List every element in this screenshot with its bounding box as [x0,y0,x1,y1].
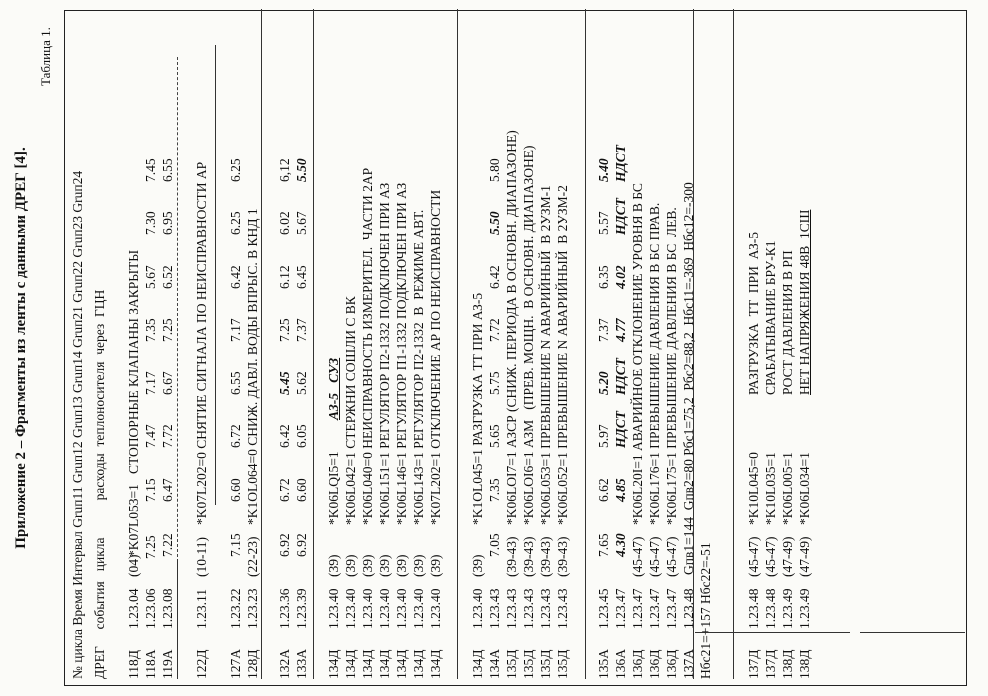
record-text: Gпв1=144 Gпв2=80 Рбс1=75,2 Рбс2=88,2 Нбс11=-369 Нбс12=-300 [681,182,696,575]
event-time: 1.23.39 [294,588,309,629]
table-rule [177,559,178,679]
record-text: *K06L146=1 РЕГУЛЯТОР П1-1332 ПОДКЛЮЧЕН ПРИ АЗ [394,182,409,525]
flow-value: 6.92 [277,533,292,557]
flow-value: 6.72 [277,478,292,502]
cycle-number: 128Д [245,649,260,679]
cycle-number: 137Д [763,649,778,679]
record-text: *K06L040=0 НЕИСПРАВНОСТЬ ИЗМЕРИТЕЛ. ЧАСТИ 2АР [360,167,375,525]
cycle-number: 135А [596,649,611,679]
cycle-interval: (39-43) [521,536,536,577]
record-text: *K06L005=1 [780,452,795,525]
event-time: 1.23.22 [228,588,243,629]
cycle-number: 134Д [411,649,426,679]
cycle-interval: (10-11) [194,537,209,577]
cycle-interval: (04) [126,554,141,577]
event-description: СРАБАТЫВАНИЕ БРУ-К1 [763,240,778,395]
record-text: *K1OL045=1 РАЗГРУЗКА ТТ ПРИ АЗ-5 [470,292,485,525]
record-text: *K06L053=1 ПРЕВЫШЕНИЕ N АВАРИЙНЫЙ В 2УЗМ-1 [538,185,553,525]
cycle-number: 132А [277,649,292,679]
cycle-number: 138Д [797,649,812,679]
event-time: 1.23.43 [538,588,553,629]
flow-value: 6.62 [596,478,611,502]
cycle-interval: (45-47) [630,536,645,577]
cycle-interval: (45-47) [664,536,679,577]
table-rule [693,9,694,679]
cycle-number: 135Д [555,649,570,679]
flow-value: 5.97 [596,424,611,448]
record-text: *K06LOI6=1 АЗМ (ПРЕВ. МОЩН. В ОСНОВН. ДИАПАЗОНЕ) [521,145,536,525]
flow-value: 5.67 [294,211,309,235]
table-rule [585,9,586,679]
flow-value: 7.65 [596,533,611,557]
cycle-number: 135Д [521,649,536,679]
dashed-rule [177,57,178,557]
cycle-interval: (39) [360,554,375,577]
event-time: 1.23.43 [555,588,570,629]
event-time: 1.23.40 [411,588,426,629]
cycle-interval: (47-49) [780,536,795,577]
flow-value: 7.22 [160,533,175,557]
flow-value: НДСТ [613,145,628,182]
flow-value: 6.52 [160,265,175,289]
cycle-interval: (45-47) [647,536,662,577]
flow-value: 5.50 [487,211,502,235]
cycle-interval: (39-43) [504,536,519,577]
cycle-number: 134Д [326,649,341,679]
event-time: 1.23.48 [763,588,778,629]
cycle-interval: (39) [394,554,409,577]
flow-value: 4.02 [613,265,628,289]
flow-value: 7.25 [160,318,175,342]
event-time: 1.23.40 [377,588,392,629]
event-time: 1.23.49 [797,588,812,629]
event-time: 1.23.47 [630,588,645,629]
cycle-interval: (39) [428,554,443,577]
event-time: 1.23.40 [360,588,375,629]
record-text: *K07L053=1 СТОПОРНЫЕ КЛАПАНЫ ЗАКРЫТЫ [126,249,141,557]
event-time: 1.23.48 [681,588,696,629]
flow-value: 6.25 [228,158,243,182]
event-time: 1.23.11 [194,589,209,629]
flow-value: 6.25 [228,211,243,235]
flow-value: 6.92 [294,533,309,557]
table-rule [261,9,262,679]
flow-value: 7.72 [160,424,175,448]
flow-value: 4.77 [613,318,628,342]
column-divider [695,632,850,633]
record-text: *K06L151=1 РЕГУЛЯТОР П2-1332 ПОДКЛЮЧЕН ПРИ АЗ [377,182,392,525]
flow-value: 5.50 [294,158,309,182]
record-text: *K10L035=1 [763,452,778,525]
record-text: *K06L20I=1 АВАРИЙНОЕ ОТКЛОНЕНИЕ УРОВНЯ В БС [630,183,645,525]
event-time: 1.23.40 [394,588,409,629]
cycle-interval: (39) [411,554,426,577]
flow-value: 7.05 [487,533,502,557]
flow-value: 7.17 [228,318,243,342]
event-time: 1.23.43 [487,588,502,629]
cycle-number: 135Д [504,649,519,679]
record-text: Нбс21=+157 Нбс22=-51 [698,542,713,679]
table-rule [457,9,458,679]
cycle-interval: (22-23) [245,536,260,577]
flow-value: 6.60 [228,478,243,502]
cycle-number: 136Д [664,649,679,679]
event-description: РАЗГРУЗКА ТТ ПРИ АЗ-5 [746,231,761,395]
flow-value: 7.35 [487,478,502,502]
cycle-number: 133А [294,649,309,679]
flow-value: 4.30 [613,533,628,557]
table-caption: Таблица 1. [38,27,53,86]
event-time: 1.23.40 [470,588,485,629]
cycle-number: 134Д [394,649,409,679]
record-text: *K10L045=0 [746,452,761,525]
record-text: *K06L042=1 СТЕРЖНИ СОШЛИ С ВК [343,296,358,525]
cycle-interval: (39) [377,554,392,577]
table-rule [215,45,216,505]
flow-value: 5.80 [487,158,502,182]
flow-value: 7.15 [143,478,158,502]
flow-value: 5.57 [596,211,611,235]
flow-value: 7.37 [294,318,309,342]
data-table [64,10,967,686]
event-time: 1.23.43 [521,588,536,629]
column-divider [860,632,965,633]
event-description: РОСТ ДАВЛЕНИЯ В РП [780,250,795,395]
cycle-number: 138Д [780,649,795,679]
header-line-1: № цикла Время Интервал Gruп11 Gruп12 Gruп13 Gruп14 Gruп21 Gruп22 Gruп23 Gruп24 [70,170,85,679]
flow-value: 6.02 [277,211,292,235]
event-time: 1.23.06 [143,588,158,629]
cycle-number: 136Д [630,649,645,679]
flow-value: 6.67 [160,371,175,395]
cycle-number: 136Д [647,649,662,679]
flow-value: 5.67 [143,265,158,289]
flow-value: 6.42 [277,424,292,448]
flow-value: 7.45 [143,158,158,182]
cycle-number: 137Д [746,649,761,679]
flow-value: 6.35 [596,265,611,289]
cycle-number: 134Д [470,649,485,679]
flow-value: 5.65 [487,424,502,448]
status-label: АЗ-5 СУЗ [326,357,341,420]
flow-value: 5.75 [487,371,502,395]
flow-value: НДСТ [613,411,628,448]
cycle-number: 134Д [377,649,392,679]
cycle-interval: (45-47) [763,536,778,577]
flow-value: 7.37 [596,318,611,342]
event-time: 1.23.40 [343,588,358,629]
record-text: *K06L052=1 ПРЕВЫШЕНИЕ N АВАРИЙНЫЙ В 2УЗМ-2 [555,185,570,525]
cycle-number: 118А [143,649,158,679]
cycle-interval: (39-43) [538,536,553,577]
cycle-number: 118Д [126,650,141,679]
event-time: 1.23.36 [277,588,292,629]
cycle-number: 122Д [194,649,209,679]
cycle-number: 119А [160,649,175,679]
flow-value: 6.05 [294,424,309,448]
record-text: *K1OL064=0 СНИЖ. ДАВЛ. ВОДЫ ВПРЫС. В КНД 1 [245,208,260,525]
cycle-interval: (39) [470,554,485,577]
flow-value: 5.45 [277,371,292,395]
flow-value: 6.55 [160,158,175,182]
record-text: *K06L143=1 РЕГУЛЯТОР П2-1332 В РЕЖИМЕ АВТ. [411,209,426,525]
cycle-number: 134Д [360,649,375,679]
cycle-interval: (39) [326,554,341,577]
cycle-interval: (45-47) [746,536,761,577]
flow-value: 6.42 [228,265,243,289]
header-line-2: ДРЕГ события цикла расходы теплоносителя через ГЦН [92,289,107,679]
flow-value: 7.17 [143,371,158,395]
cycle-interval: (47-49) [797,536,812,577]
event-time: 1.23.04 [126,588,141,629]
event-time: 1.23.47 [647,588,662,629]
cycle-number: 136А [613,649,628,679]
event-time: 1.23.23 [245,588,260,629]
flow-value: 6.12 [277,265,292,289]
flow-value: 7.72 [487,318,502,342]
flow-value: 6.42 [487,265,502,289]
event-time: 1.23.08 [160,588,175,629]
event-time: 1.23.47 [613,588,628,629]
event-time: 1.23.49 [780,588,795,629]
event-time: 1.23.40 [326,588,341,629]
cycle-number: 137А [681,649,696,679]
event-time: 1.23.48 [746,588,761,629]
flow-value: 6.55 [228,371,243,395]
cycle-number: 134Д [343,649,358,679]
flow-value: 5.62 [294,371,309,395]
flow-value: НДСТ [613,358,628,395]
event-time: 1.23.45 [596,588,611,629]
page-heading: Приложение 2 – Фрагменты из ленты с данными ДРЕГ [4]. [13,147,29,549]
table-rule [733,9,734,679]
flow-value: 7.35 [143,318,158,342]
record-text: *K06L176=1 ПРЕВЫШЕНИЕ ДАВЛЕНИЯ В БС ПРАВ. [647,202,662,525]
flow-value: 7.47 [143,424,158,448]
record-text: *K07L202=1 ОТКЛЮЧЕНИЕ АР ПО НЕИСПРАВНОСТИ [428,189,443,525]
event-description: НЕТ НАПРЯЖЕНИЯ 48В 1СШ [797,209,812,395]
cycle-interval: (39) [343,554,358,577]
flow-value: 6.45 [294,265,309,289]
record-text: *K06L034=1 [797,452,812,525]
flow-value: 7.25 [143,535,158,559]
record-text: *K06LOI7=1 АЗСР (СНИЖ. ПЕРИОДА В ОСНОВН. ДИАПАЗОНЕ) [504,130,519,525]
flow-value: 6.72 [228,424,243,448]
flow-value: 6.60 [294,478,309,502]
flow-value: 7.25 [277,318,292,342]
cycle-number: 134Д [428,649,443,679]
cycle-number: 134А [487,649,502,679]
flow-value: 6.47 [160,478,175,502]
event-time: 1.23.47 [664,588,679,629]
flow-value: 5.40 [596,158,611,182]
flow-value: 6,12 [277,158,292,182]
record-text: *K07L202=0 СНЯТИЕ СИГНАЛА ПО НЕИСПРАВНОСТИ АР [194,161,209,525]
flow-value: 6.95 [160,211,175,235]
flow-value: 7.30 [143,211,158,235]
table-rule [313,9,314,679]
record-text: *K06L175=1 ПРЕВЫШЕНИЕ ДАВЛЕНИЯ В БС ЛЕВ. [664,207,679,525]
flow-value: 5.20 [596,371,611,395]
cycle-number: 127А [228,649,243,679]
cycle-interval: (39-43) [555,536,570,577]
flow-value: НДСТ [613,198,628,235]
flow-value: 7.15 [228,533,243,557]
cycle-number: 135Д [538,649,553,679]
event-time: 1.23.43 [504,588,519,629]
record-text: *K06LQI5=1 [326,451,341,525]
flow-value: 4.85 [613,478,628,502]
event-time: 1.23.40 [428,588,443,629]
